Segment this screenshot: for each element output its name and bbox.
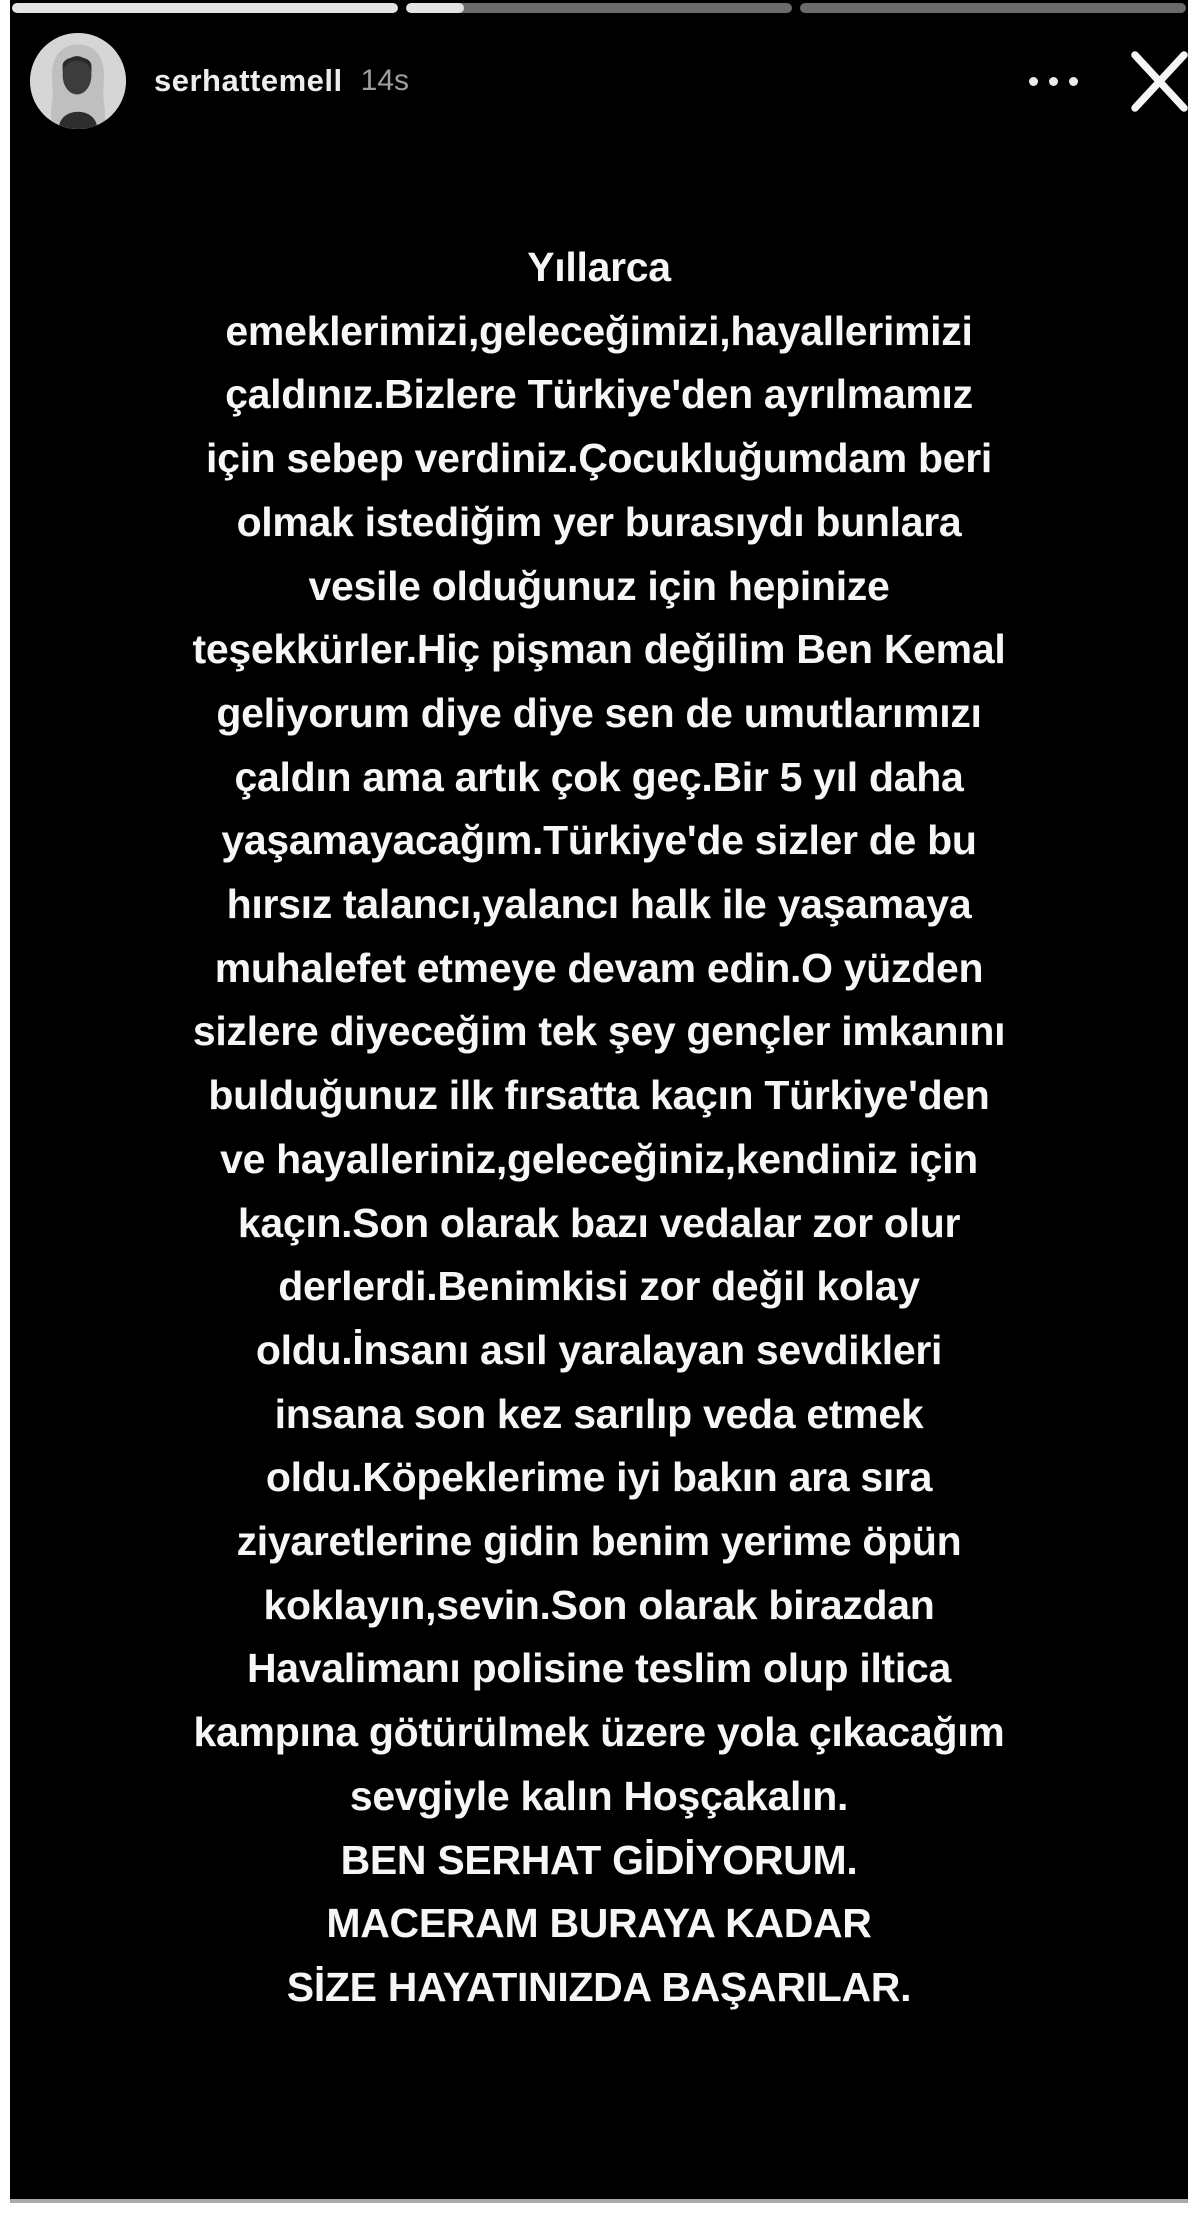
ellipsis-icon — [1029, 77, 1038, 86]
story-text-line: ve hayalleriniz,geleceğiniz,kendiniz için — [220, 1135, 978, 1182]
username[interactable]: serhattemell — [154, 63, 343, 98]
story-text-line: hırsız talancı,yalancı halk ile yaşamaya — [226, 881, 972, 928]
close-icon — [1128, 46, 1188, 116]
story-text-line: koklayın,sevin.Son olarak birazdan — [263, 1581, 935, 1628]
story-text-line: oldu.İnsanı asıl yaralayan sevdikleri — [255, 1326, 943, 1373]
avatar-photo — [30, 33, 126, 129]
story-text-line: bulduğunuz ilk fırsatta kaçın Türkiye'den — [208, 1072, 990, 1119]
story-timestamp: 14s — [360, 64, 410, 97]
story-text-line: çaldın ama artık çok geç.Bir 5 yıl daha — [234, 753, 964, 800]
story-text-line: emeklerimizi,geleceğimizi,hayallerimizi — [225, 307, 973, 354]
ellipsis-icon — [1069, 77, 1078, 86]
story-text-line: derlerdi.Benimkisi zor değil kolay — [278, 1263, 920, 1310]
story-text-line: çaldınız.Bizlere Türkiye'den ayrılmamız — [225, 371, 973, 418]
progress-segment-fill — [12, 3, 398, 13]
story-text-line: için sebep verdiniz.Çocukluğumdam beri — [206, 435, 992, 482]
story-text — [60, 236, 1138, 2020]
progress-segment — [12, 3, 398, 13]
more-options-button[interactable] — [1019, 67, 1088, 96]
story-text-line: sizlere diyeceğim tek şey gençler imkanını — [192, 1008, 1006, 1055]
story-text-line: kaçın.Son olarak bazı vedalar zor olur — [237, 1199, 961, 1246]
story-text-line: kampına götürülmek üzere yola çıkacağım — [193, 1709, 1005, 1756]
story-card — [10, 0, 1188, 2203]
story-text-line: Yıllarca — [527, 244, 671, 290]
story-progress — [12, 3, 1186, 13]
story-text-line: sevgiyle kalın Hoşçakalın. — [349, 1772, 849, 1819]
story-text-line: yaşamayacağım.Türkiye'de sizler de bu — [221, 817, 977, 864]
progress-segment — [406, 3, 792, 13]
progress-segment — [800, 3, 1186, 13]
progress-segment-fill — [406, 3, 464, 13]
story-text-line: vesile olduğunuz için hepinize — [308, 562, 890, 609]
story-text-line: geliyorum diye diye sen de umutlarımızı — [216, 689, 982, 736]
story-text-line: ziyaretlerine gidin benim yerime öpün — [236, 1518, 962, 1565]
story-text-line: muhalefet etmeye devam edin.O yüzden — [214, 944, 984, 991]
ellipsis-icon — [1049, 77, 1058, 86]
story-text-line: oldu.Köpeklerime iyi bakın ara sıra — [265, 1454, 933, 1501]
story-text-line: BEN SERHAT GİDİYORUM. — [340, 1836, 858, 1883]
story-text-line: insana son kez sarılıp veda etmek — [274, 1390, 924, 1437]
story-text-line: Havalimanı polisine teslim olup iltica — [246, 1645, 952, 1692]
story-text-line: MACERAM BURAYA KADAR — [326, 1900, 872, 1947]
story-header — [30, 28, 1180, 134]
story-text-line: SİZE HAYATINIZDA BAŞARILAR. — [286, 1963, 912, 2010]
avatar[interactable] — [30, 33, 126, 129]
story-text-line: olmak istediğim yer burasıydı bunlara — [236, 498, 962, 545]
close-button[interactable] — [1128, 46, 1188, 116]
story-text-line: teşekkürler.Hiç pişman değilim Ben Kemal — [192, 626, 1006, 673]
